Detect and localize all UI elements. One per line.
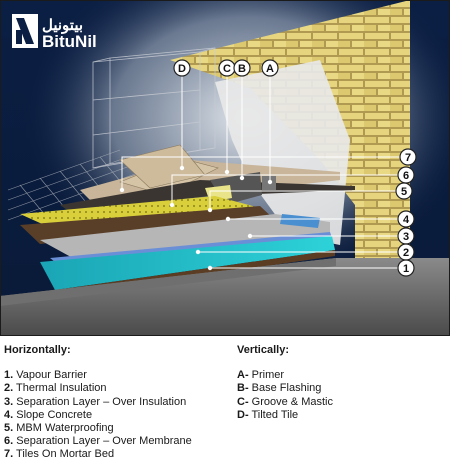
legend-vertical-item xyxy=(237,369,333,382)
callout-5 xyxy=(396,183,412,199)
callout-7 xyxy=(400,149,416,165)
legend-horizontal xyxy=(4,344,192,462)
legend-vertical-title: Vertically: xyxy=(237,344,289,356)
legend-horizontal-item xyxy=(4,382,192,395)
callout-b xyxy=(234,60,250,76)
callout-6 xyxy=(398,167,414,183)
callout-3-label: 3 xyxy=(402,231,410,243)
legend-vertical-item xyxy=(237,396,333,409)
legend-horizontal-item-key: 2. xyxy=(4,382,14,395)
callout-1 xyxy=(398,260,414,276)
legend-vertical-item-text: Primer xyxy=(251,369,285,382)
legend-horizontal-item-key: 4. xyxy=(4,408,14,421)
callout-2 xyxy=(398,244,414,260)
legend-horizontal-title: Horizontally: xyxy=(4,344,71,356)
callout-c-label: C xyxy=(223,63,231,75)
legend-horizontal-item-text: Vapour Barrier xyxy=(16,369,87,382)
callout-2-label: 2 xyxy=(402,247,410,259)
callout-4 xyxy=(398,211,414,227)
callout-5-label: 5 xyxy=(400,186,408,198)
callout-a xyxy=(262,60,278,76)
callout-4-label: 4 xyxy=(402,214,410,226)
callout-7-label: 7 xyxy=(404,152,412,164)
legend-horizontal-item xyxy=(4,369,192,382)
legend-vertical xyxy=(237,344,333,422)
legend-horizontal-item-key: 3. xyxy=(4,395,14,408)
legend-vertical-item xyxy=(237,409,333,422)
callout-d xyxy=(174,60,190,76)
legend-horizontal-item-text: Thermal Insulation xyxy=(16,382,107,395)
legend-horizontal-item-text: MBM Waterproofing xyxy=(16,422,114,435)
legend-horizontal-item-text: Separation Layer – Over Membrane xyxy=(16,435,192,448)
callout-b-label: B xyxy=(238,63,246,75)
legend-horizontal-item-key: 1. xyxy=(4,369,14,382)
callout-d-label: D xyxy=(178,63,186,75)
callout-1-label: 1 xyxy=(402,263,410,275)
legend-horizontal-item xyxy=(4,435,192,448)
legend-vertical-item-text: Tilted Tile xyxy=(251,408,299,421)
legend-vertical-item-text: Groove & Mastic xyxy=(251,395,333,408)
legend-horizontal-item-text: Separation Layer – Over Insulation xyxy=(16,395,187,408)
legend-vertical-item-key: D- xyxy=(237,408,249,421)
brand-name-text: BituNil xyxy=(42,32,97,51)
callout-6-label: 6 xyxy=(402,170,410,182)
callout-a-label: A xyxy=(266,63,274,75)
legend-horizontal-item-text: Tiles On Mortar Bed xyxy=(16,448,115,461)
callout-c xyxy=(219,60,235,76)
legend-vertical-item-text: Base Flashing xyxy=(251,382,322,395)
legend-vertical-item-key: C- xyxy=(237,395,249,408)
legend-horizontal-item xyxy=(4,448,192,461)
callout-3 xyxy=(398,228,414,244)
brand-arabic-text: بيتونيل xyxy=(42,17,84,34)
legend-vertical-item-key: B- xyxy=(237,382,249,395)
legend-horizontal-item xyxy=(4,422,192,435)
legend-vertical-item xyxy=(237,382,333,395)
legend-horizontal-item xyxy=(4,396,192,409)
legend-vertical-item-key: A- xyxy=(237,369,249,382)
legend-horizontal-item-key: 7. xyxy=(4,448,14,461)
legend-horizontal-item xyxy=(4,409,192,422)
legend-horizontal-item-text: Slope Concrete xyxy=(16,408,93,421)
legend-horizontal-item-key: 6. xyxy=(4,435,14,448)
legend-horizontal-item-key: 5. xyxy=(4,422,14,435)
